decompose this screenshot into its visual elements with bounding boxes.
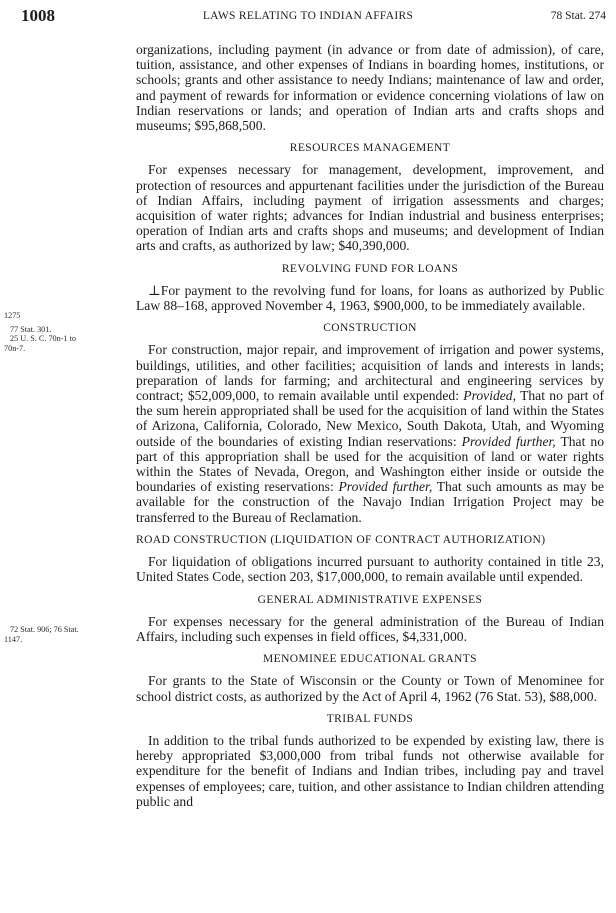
proviso-italic: Provided, [463, 388, 517, 404]
section-heading-resources: RESOURCES MANAGEMENT [289, 142, 451, 155]
intro-paragraph: organizations, including payment (in advance or from date of admission), of care, tuition, assistance, and other expenses of Indians in boarding homes, institutions, or schools; grants and other assistance to needy Indians; maintenance of law and order, and payment of rewards for information or evidence concerning violations of law on Indian reservations or lands; and operation of Indian arts and crafts shops and museums; $95,868,500. [136, 42, 604, 134]
section-heading-tribal: TRIBAL FUNDS [326, 712, 414, 725]
road-paragraph: For liquidation of obligations incurred pursuant to authority contained in title 23, United States Code, section 203, $17,000,000, to remain available until expended. [136, 554, 604, 585]
margin-citation-line: 72 Stat. 906; 76 Stat. [10, 625, 79, 634]
page-number: 1008 [21, 6, 55, 25]
construction-text-c: That no part of this appropriation shall be used for the acquisition of land or water rights within the States of Nevada, Oregon, and Washington either inside or outside the boundaries of existing reservations: [136, 433, 604, 495]
running-title: LAWS RELATING TO INDIAN AFFAIRS [202, 10, 414, 22]
margin-citation-line: 70n-7. [4, 343, 26, 353]
margin-citation-line: 1147. [4, 634, 23, 644]
main-text-column [136, 42, 604, 809]
tribal-paragraph: In addition to the tribal funds authorized to be expended by existing law, there is hereby appropriated $3,000,000 from tribal funds not otherwise available for expenditure for the benefit of Indians and Indian tribes, including pay and travel expenses of employees; care, tuition, and other assistance to Indian children attending public and [136, 732, 604, 809]
margin-citation-line: 25 U. S. C. 70n-1 to [10, 334, 76, 343]
section-heading-menominee: MENOMINEE EDUCATIONAL GRANTS [263, 653, 477, 666]
proviso-italic: Provided further, [338, 479, 433, 495]
construction-text-b: That no part of the sum herein appropriated shall be used for the acquisition of land within the States of Arizona, California, Colorado, New Mexico, South Dakota, Utah, and Wyoming outside of the boundaries of existing Indian reservations: [136, 388, 604, 449]
margin-note-revolving [4, 311, 124, 353]
margin-note-road [4, 625, 124, 644]
section-heading-road: ROAD CONSTRUCTION (LIQUIDATION OF CONTRACT AUTHORIZATION) [136, 533, 546, 546]
construction-text-a: For construction, major repair, and improvement of irrigation and power systems, buildings, utilities, and other facilities; acquisition of lands and interests in lands; preparation of lands for farming; and architectural and engineering services by contract; $52,009,000, to remain available until expended: [136, 342, 604, 404]
construction-text-d: That such amounts as may be available for the construction of the Navajo Indian Irrigation Project may be transferred to the Bureau of Reclamation. [136, 479, 604, 525]
menominee-paragraph: For grants to the State of Wisconsin or the County or Town of Menominee for school district costs, as authorized by the Act of April 4, 1962 (76 Stat. 53), $88,000. [136, 673, 604, 704]
section-heading-revolving: REVOLVING FUND FOR LOANS [281, 262, 459, 275]
margin-page-marker: 1275 [4, 311, 21, 320]
admin-paragraph: For expenses necessary for the general administration of the Bureau of Indian Affairs, including such expenses in field offices, $4,331,000. [136, 613, 604, 644]
construction-paragraph [136, 342, 604, 524]
margin-citation-line: 77 Stat. 301. [10, 324, 52, 334]
resources-paragraph: For expenses necessary for management, development, improvement, and protection of resources and appurtenant facilities under the jurisdiction of the Bureau of Indian Affairs, including payment of irrigation assessments and charges; acquisition of water rights; advances for Indian industrial and business enterprises; operation of Indian arts and crafts shops and museums; and development of Indian arts and crafts, as authorized by law; $40,390,000. [136, 162, 604, 254]
statute-reference: 78 Stat. 274 [550, 10, 606, 22]
proviso-italic: Provided further, [461, 433, 556, 449]
section-heading-construction: CONSTRUCTION [323, 322, 417, 335]
revolving-paragraph: ⊥For payment to the revolving fund for loans, for loans as authorized by Public Law 88–168, approved November 4, 1963, $900,000, to be immediately available. [136, 282, 604, 314]
section-heading-admin: GENERAL ADMINISTRATIVE EXPENSES [257, 593, 483, 606]
